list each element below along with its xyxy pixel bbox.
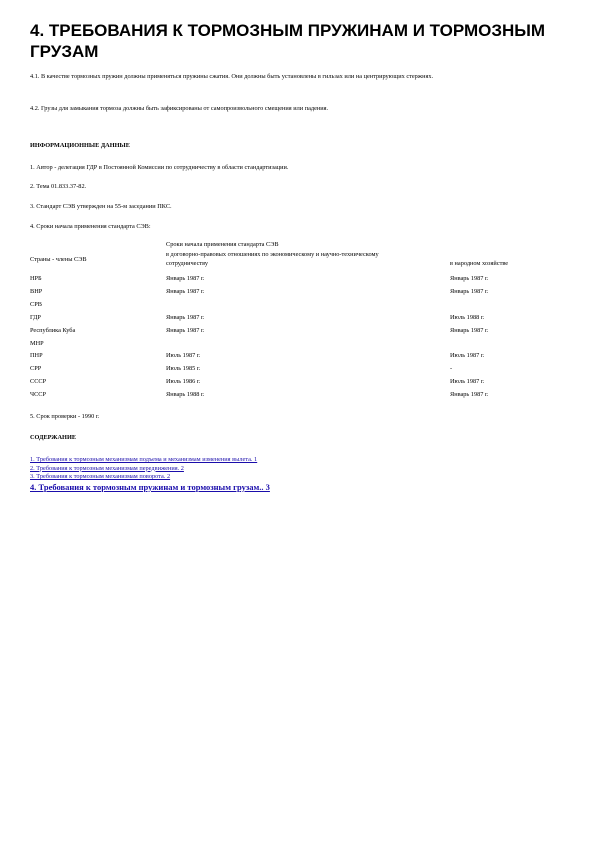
country-cell: МНР [30,339,44,347]
economy-date-cell [450,338,570,351]
country-cell: ВНР [30,287,43,295]
info-item-4: 4. Сроки начала применения стандарта СЭВ: [30,223,151,230]
agreements-date-cell: Январь 1987 г. [166,326,205,334]
table-row [30,312,570,325]
info-item-2: 2. Тема 01.833.37-82. [30,183,87,190]
country-cell: СРВ [30,300,42,308]
col-header-agreements: в договорно-правовых отношениях по экономическому и научно-техническому сотрудничеству [166,251,379,267]
info-heading: ИНФОРМАЦИОННЫЕ ДАННЫЕ [30,142,130,149]
table-row [30,338,570,351]
info-item-3: 3. Стандарт СЭВ утвержден на 55-м заседании ПКС. [30,203,172,210]
col-header-countries: Страны - члены СЭВ [30,256,87,263]
agreements-date-cell: Январь 1987 г. [166,275,205,282]
economy-date-cell: Январь 1987 г. [450,391,489,399]
toc-link-1[interactable]: 1. Требования к тормозным механизмам подъема и механизмам изменения вылета. 1 [30,456,258,463]
agreements-date-cell: Январь 1987 г. [166,313,205,321]
economy-date-cell: Январь 1987 г. [450,287,489,295]
agreements-date-cell [166,338,450,351]
table-row [30,299,570,312]
table-row [30,350,570,363]
economy-date-cell: Июль 1987 г. [450,352,485,360]
paragraph-4-2: 4.2. Грузы для замыкания тормоза должны быть зафиксированы от самопроизвольного смещения или падения. [30,105,329,112]
country-cell: СРР [30,365,42,373]
economy-date-cell: Январь 1987 г. [450,275,489,282]
country-cell: ПНР [30,352,43,360]
info-item-1: 1. Автор - делегация ГДР в Постоянной Комиссии по сотрудничеству в области стандартизации. [30,164,289,171]
agreements-date-cell: Январь 1988 г. [166,391,205,399]
country-cell: НРБ [30,275,42,282]
economy-date-cell: Январь 1987 г. [450,326,489,334]
table-header-row [30,240,570,269]
agreements-date-cell: Июль 1986 г. [166,378,201,386]
agreements-date-cell [166,299,450,312]
toc-link-4[interactable]: 4. Требования к тормозным пружинам и тормозным грузам.. 3 [30,481,270,492]
table-of-contents [30,456,270,492]
table-row [30,286,570,299]
agreements-date-cell: Январь 1987 г. [166,287,205,295]
table-row [30,363,570,376]
agreements-date-cell: Июль 1987 г. [166,352,201,360]
table-row [30,325,570,338]
adoption-dates-table [30,240,570,402]
economy-date-cell: - [450,365,453,373]
economy-date-cell: Июль 1987 г. [450,378,485,386]
col-header-economy: в народном хозяйстве [450,260,509,267]
economy-date-cell [450,299,570,312]
country-cell: СССР [30,378,47,386]
agreements-date-cell: Июль 1985 г. [166,365,201,373]
toc-link-2[interactable]: 2. Требования к тормозным механизмам передвижения. 2 [30,464,184,472]
section-title: 4. ТРЕБОВАНИЯ К ТОРМОЗНЫМ ПРУЖИНАМ И ТОРМОЗНЫМ ГРУЗАМ [30,21,546,61]
paragraph-4-1: 4.1. В качестве тормозных пружин должны применяться пружины сжатия. Они должны быть установлены в гильзах или на центрирующих стержнях. [30,73,434,80]
info-item-5: 5. Срок проверки - 1990 г. [30,413,100,420]
economy-date-cell: Июль 1988 г. [450,313,485,321]
country-cell: Республика Куба [30,326,76,334]
toc-link-3[interactable]: 3. Требования к тормозным механизмам поворота. 2 [30,473,171,480]
table-body [30,269,570,402]
country-cell: ГДР [30,313,41,321]
toc-heading: СОДЕРЖАНИЕ [30,434,77,441]
col-group-header: Сроки начала применения стандарта СЭВ [166,241,279,248]
country-cell: ЧССР [30,391,46,399]
table-row [30,389,570,402]
table-row [30,376,570,389]
table-row [30,269,570,286]
